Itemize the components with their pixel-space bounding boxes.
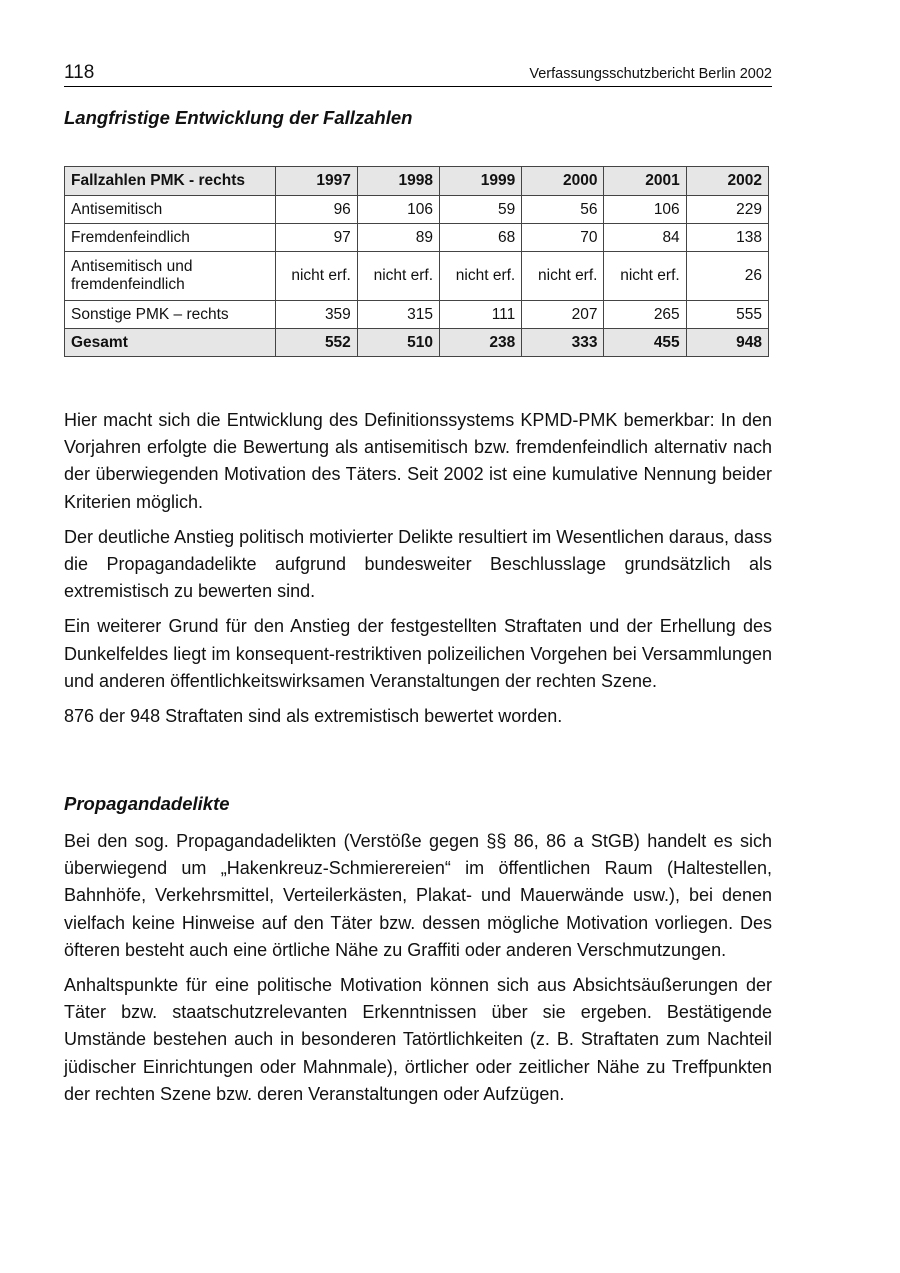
table-cell: 948 (686, 329, 768, 357)
table-cell: Sonstige PMK – rechts (65, 301, 276, 329)
table-cell: Antisemitisch (65, 196, 276, 224)
table-cell: 510 (357, 329, 439, 357)
paragraph: Hier macht sich die Entwicklung des Definitionssystems KPMD-PMK bemerkbar: In den Vorjahren erfolgte die Bewertung als antisemitisch bzw. fremdenfeindlich alternativ nach der überwiegenden Motivation des Täters. Seit 2002 ist eine kumulative Nennung beider Kriterien möglich. (64, 410, 772, 512)
case-numbers-table (64, 166, 769, 357)
table-cell: 207 (522, 301, 604, 329)
table-cell: 68 (440, 224, 522, 252)
table-cell: nicht erf. (275, 252, 357, 301)
table-cell: 89 (357, 224, 439, 252)
table-cell: 96 (275, 196, 357, 224)
paragraph: Bei den sog. Propagandadelikten (Verstöße gegen §§ 86, 86 a StGB) handelt es sich überwiegend um „Hakenkreuz-Schmierereien“ im öffentlichen Raum (Haltestellen, Bahnhöfe, Verkehrsmittel, Verteilerkästen, Plakat- und Mauerwände usw.), bei denen vielfach keine Hinweise auf den Täter bzw. dessen mögliche Motivation vorliegen. Des öfteren besteht auch eine örtliche Nähe zu Graffiti oder anderen Verschmutzungen. (64, 831, 772, 960)
table-header-cell: 2002 (686, 167, 768, 196)
table-row (65, 252, 769, 301)
running-title: Verfassungsschutzbericht Berlin 2002 (529, 66, 772, 82)
table-row (65, 196, 769, 224)
table-cell: 455 (604, 329, 686, 357)
table-cell: 265 (604, 301, 686, 329)
table-cell: 555 (686, 301, 768, 329)
table-cell: nicht erf. (522, 252, 604, 301)
paragraph: Anhaltspunkte für eine politische Motivation können sich aus Absichtsäußerungen der Täter bzw. staatschutzrelevanten Erkenntnissen über sie ergeben. Bestätigende Umstände bestehen auch in besonderen Tatörtlichkeiten (z. B. Straftaten zum Nachteil jüdischer Einrichtungen oder Mahnmale), örtlicher oder zeitlicher Nähe zu Treffpunkten der rechten Szene bzw. deren Veranstaltungen oder Aufzügen. (64, 975, 772, 1104)
table-cell: 315 (357, 301, 439, 329)
table-cell: 229 (686, 196, 768, 224)
table-cell: 111 (440, 301, 522, 329)
table-header-cell: 1997 (275, 167, 357, 196)
table-cell: Gesamt (65, 329, 276, 357)
table-cell: 552 (275, 329, 357, 357)
page-header (64, 62, 772, 87)
paragraph: Der deutliche Anstieg politisch motivierter Delikte resultiert im Wesentlichen daraus, dass die Propagandadelikte aufgrund bundesweiter Beschlusslage grundsätzlich als extremistisch zu bewerten sind. (64, 526, 772, 602)
table-row (65, 224, 769, 252)
table-cell: 333 (522, 329, 604, 357)
section-title-propagandadelikte: Propagandadelikte (64, 793, 230, 814)
table-cell: 59 (440, 196, 522, 224)
table-cell: 106 (357, 196, 439, 224)
table-cell: nicht erf. (440, 252, 522, 301)
table-cell: 56 (522, 196, 604, 224)
body-text-section1 (64, 407, 772, 738)
table-cell: 97 (275, 224, 357, 252)
table-header-cell: 1998 (357, 167, 439, 196)
table-cell: nicht erf. (604, 252, 686, 301)
table-header-cell: 1999 (440, 167, 522, 196)
table-cell: 70 (522, 224, 604, 252)
table-header-cell: 2001 (604, 167, 686, 196)
table-cell: 238 (440, 329, 522, 357)
page-number: 118 (64, 62, 95, 83)
paragraph: 876 der 948 Straftaten sind als extremistisch bewertet worden. (64, 706, 563, 727)
table-cell: 84 (604, 224, 686, 252)
table-cell: Antisemitisch und fremdenfeindlich (65, 252, 276, 301)
table-row (65, 301, 769, 329)
table-header-cell: 2000 (522, 167, 604, 196)
table-cell: 106 (604, 196, 686, 224)
table-header-row (65, 167, 769, 196)
table-header-cell: Fallzahlen PMK - rechts (65, 167, 276, 196)
table-total-row (65, 329, 769, 357)
table-cell: Fremdenfeindlich (65, 224, 276, 252)
paragraph: Ein weiterer Grund für den Anstieg der festgestellten Straftaten und der Erhellung des Dunkelfeldes liegt im konsequent-restriktiven polizeilichen Vorgehen bei Versammlungen und anderen öffentlichkeitswirksamen Veranstaltungen der rechten Szene. (64, 616, 772, 691)
body-text-section2 (64, 828, 772, 1116)
section-title-fallzahlen: Langfristige Entwicklung der Fallzahlen (64, 107, 413, 128)
table-cell: 359 (275, 301, 357, 329)
table-cell: nicht erf. (357, 252, 439, 301)
table-cell: 26 (686, 252, 768, 301)
table-cell: 138 (686, 224, 768, 252)
